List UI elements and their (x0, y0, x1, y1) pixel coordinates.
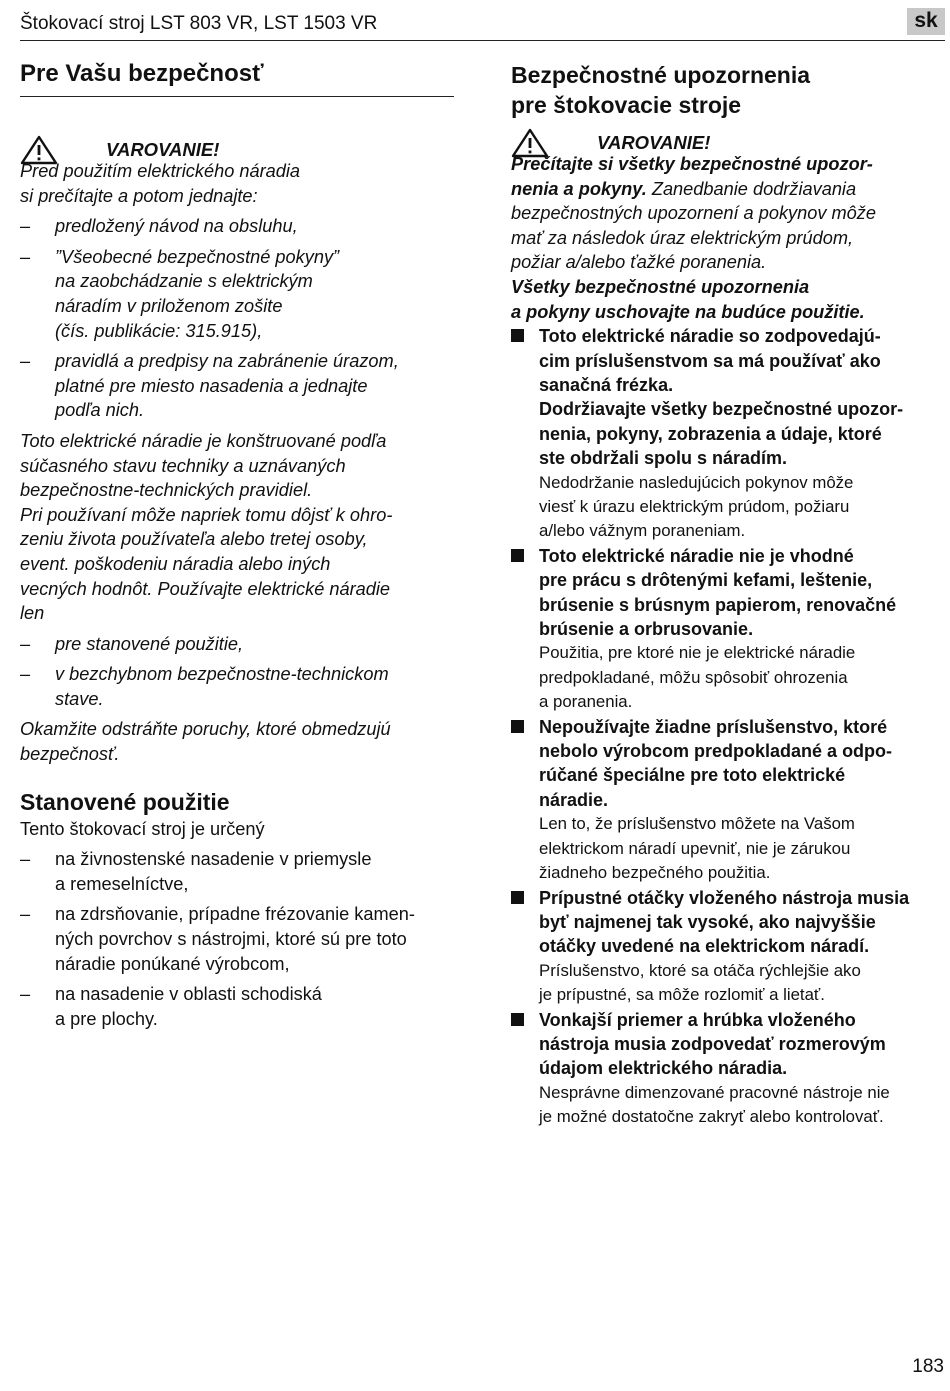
list-item-line: ných povrchov s nástrojmi, ktoré sú pre toto (55, 929, 407, 950)
heading-line: Bezpečnostné upozornenia (511, 62, 811, 88)
text-line: Toto elektrické náradie nie je vhodné (539, 545, 854, 566)
list-item-line: náradím v priloženom zošite (55, 295, 283, 316)
text-line: je prípustné, sa môže rozlomiť a lietať. (539, 985, 825, 1005)
rule-heading (539, 324, 946, 470)
intro-line: si prečítajte a potom jednajte: (20, 185, 258, 206)
text-line: Príslušenstvo, ktoré sa otáča rýchlejšie ako (539, 960, 861, 980)
text-line: a/lebo vážnym poraneniam. (539, 521, 746, 541)
list-item-line: na zdrsňovanie, prípadne frézovanie kamen- (55, 904, 415, 925)
bullet-square-icon (511, 1013, 524, 1026)
page-number: 183 (912, 1356, 944, 1377)
text-line: nenia, pokyny, zobrazenia a údaje, ktoré (539, 423, 882, 444)
rule-heading (539, 1008, 946, 1081)
keep-notice (511, 275, 946, 324)
bullet-square-icon (511, 891, 524, 904)
rule-heading (539, 544, 946, 642)
safety-heading-block (20, 58, 454, 97)
rule-body (539, 471, 946, 544)
warning-label: VAROVANIE! (106, 139, 220, 160)
text-line: sanačná frézka. (539, 374, 674, 395)
rule-body (539, 1081, 946, 1130)
text-line: len (20, 603, 45, 624)
list-item-line: náradie ponúkané výrobcom, (55, 953, 290, 974)
rule-body (539, 959, 946, 1008)
text-line: bezpečnosť. (20, 744, 120, 765)
list-item-line: platné pre miesto nasadenia a jednajte (55, 375, 368, 396)
rule-heading (539, 886, 946, 959)
list-item (20, 982, 454, 1031)
intro-text (20, 159, 454, 208)
bold-text: nenia a pokyny. (511, 178, 647, 199)
text-line: je možné dostatočne zakryť alebo kontrolovať. (539, 1107, 884, 1127)
language-badge: sk (907, 8, 945, 35)
list-item-line: stave. (55, 688, 104, 709)
text-line: Vonkajší priemer a hrúbka vloženého (539, 1009, 856, 1030)
list-item-line: pre stanovené použitie, (55, 633, 244, 654)
list-item (511, 715, 946, 886)
list-item-line: v bezchybnom bezpečnostne-technickom (55, 664, 389, 685)
list-item-line: ”Všeobecné bezpečnostné pokyny” (55, 246, 340, 267)
dash-marker: – (20, 246, 31, 267)
paragraph-faults (20, 717, 454, 766)
text-line: vecných hodnôt. Používajte elektrické náradie (20, 578, 391, 599)
text-line: Nesprávne dimenzované pracovné nástroje nie (539, 1082, 890, 1102)
bullet-square-icon (511, 720, 524, 733)
list-item-line: pravidlá a predpisy na zabránenie úrazom, (55, 351, 399, 372)
text-line: údajom elektrického náradia. (539, 1058, 788, 1079)
list-item-line: predložený návod na obsluhu, (55, 216, 298, 237)
bullet-square-icon (511, 549, 524, 562)
list-item-line: na živnostenské nasadenie v priemysle (55, 849, 372, 870)
bullet-square-icon (511, 329, 524, 342)
list-item (511, 544, 946, 715)
list-item (20, 847, 454, 896)
rule-body (539, 641, 946, 714)
text-line: Nepoužívajte žiadne príslušenstvo, ktoré (539, 716, 888, 737)
list-item (20, 632, 454, 657)
safety-rule-list (511, 324, 946, 1129)
right-column (511, 60, 946, 1130)
list-item-line: podľa nich. (55, 400, 145, 421)
safety-heading: Pre Vašu bezpečnosť (20, 60, 264, 87)
text-line: cim príslušenstvom sa má používať ako (539, 350, 881, 371)
text-line: súčasného stavu techniky a uznávaných (20, 455, 346, 476)
text-line: Všetky bezpečnostné upozornenia (511, 276, 810, 297)
intro-line: Pred použitím elektrického náradia (20, 161, 301, 181)
normal-text: Zanedbanie dodržiavania (646, 178, 857, 199)
list-item-line: a pre plochy. (55, 1008, 158, 1029)
purpose-list (20, 847, 454, 1031)
text-line: Okamžite odstráňte poruchy, ktoré obmedzujú (20, 719, 391, 740)
text-line: nebolo výrobcom predpokladané a odpo- (539, 741, 893, 762)
document-title: Štokovací stroj LST 803 VR, LST 1503 VR (20, 13, 378, 34)
text-line: Dodržiavajte všetky bezpečnostné upozor- (539, 399, 904, 420)
text-line: náradie. (539, 789, 609, 810)
dash-marker: – (20, 216, 31, 237)
text-line: event. poškodeniu náradia alebo iných (20, 553, 331, 574)
text-line: požiar a/alebo ťažké poranenia. (511, 252, 767, 273)
dash-marker: – (20, 984, 31, 1005)
text-line: Nedodržanie nasledujúcich pokynov môže (539, 472, 854, 492)
list-item (20, 245, 454, 343)
list-item-line: (čís. publikácie: 315.915), (55, 320, 263, 341)
list-item (20, 902, 454, 976)
text-line: elektrickom náradí upevniť, nie je zárukou (539, 838, 851, 858)
page-header (20, 10, 945, 41)
rule-body (539, 812, 946, 885)
list-item (20, 349, 454, 423)
heading-line: pre štokovacie stroje (511, 92, 742, 118)
list-item (511, 1008, 946, 1130)
paragraph-hazard (20, 503, 454, 626)
text-line: žiadneho bezpečného použitia. (539, 863, 771, 883)
text-line: ste obdržali spolu s náradím. (539, 448, 788, 469)
text-line: zeniu života používateľa alebo tretej osoby, (20, 529, 368, 550)
text-line: viesť k úrazu elektrickým prúdom, požiaru (539, 497, 850, 516)
read-list (20, 214, 454, 423)
text-line: mať za následok úraz elektrickým prúdom, (511, 227, 854, 248)
text-line: rúčané špeciálne pre toto elektrické (539, 765, 846, 786)
left-column (20, 58, 454, 1037)
text-line: bezpečnostne-technických pravidiel. (20, 480, 313, 501)
text-line: brúsenie a orbrusovanie. (539, 619, 754, 640)
dash-marker: – (20, 351, 31, 372)
list-item-line: na zaobchádzanie s elektrickým (55, 271, 313, 292)
purpose-intro: Tento štokovací stroj je určený (20, 818, 265, 839)
text-line: Toto elektrické náradie so zodpovedajú- (539, 326, 881, 347)
text-line: a pokyny uschovajte na budúce použitie. (511, 301, 865, 322)
dash-marker: – (20, 664, 31, 685)
read-notice (511, 152, 946, 275)
text-line: Prečítajte si všetky bezpečnostné upozor- (511, 154, 873, 174)
list-item-line: na nasadenie v oblasti schodiská (55, 984, 322, 1005)
dash-marker: – (20, 904, 31, 925)
warning-label: VAROVANIE! (597, 132, 711, 153)
text-line: otáčky uvedené na elektrickom náradí. (539, 936, 870, 957)
text-line: a poranenia. (539, 692, 633, 712)
use-list (20, 632, 454, 712)
list-item (20, 662, 454, 711)
list-item (511, 324, 946, 544)
dash-marker: – (20, 849, 31, 870)
text-line: pre prácu s drôtenými kefami, leštenie, (539, 570, 873, 591)
text-line: brúsenie s brúsnym papierom, renovačné (539, 594, 897, 615)
list-item (511, 886, 946, 1008)
paragraph-technology (20, 429, 454, 503)
dash-marker: – (20, 633, 31, 654)
text-line: Toto elektrické náradie je konštruované podľa (20, 430, 387, 451)
text-line: Použitia, pre ktoré nie je elektrické náradie (539, 643, 856, 663)
text-line: nástroja musia zodpovedať rozmerovým (539, 1033, 886, 1054)
text-line: Pri používaní môže napriek tomu dôjsť k ohro- (20, 504, 393, 525)
list-item (20, 214, 454, 239)
text-line: Len to, že príslušenstvo môžete na Vašom (539, 814, 855, 834)
text-line: bezpečnostných upozornení a pokynov môže (511, 203, 876, 224)
intended-use-heading: Stanovené použitie (20, 788, 230, 815)
text-line: byť najmenej tak vysoké, ako najvyššie (539, 911, 876, 932)
text-line (511, 177, 946, 202)
rule-heading (539, 715, 946, 813)
text-line: predpokladané, môžu spôsobiť ohrozenia (539, 667, 848, 687)
safety-notices-heading (511, 60, 946, 120)
text-line: Prípustné otáčky vloženého nástroja musia (539, 887, 910, 908)
list-item-line: a remeselníctve, (55, 873, 189, 894)
